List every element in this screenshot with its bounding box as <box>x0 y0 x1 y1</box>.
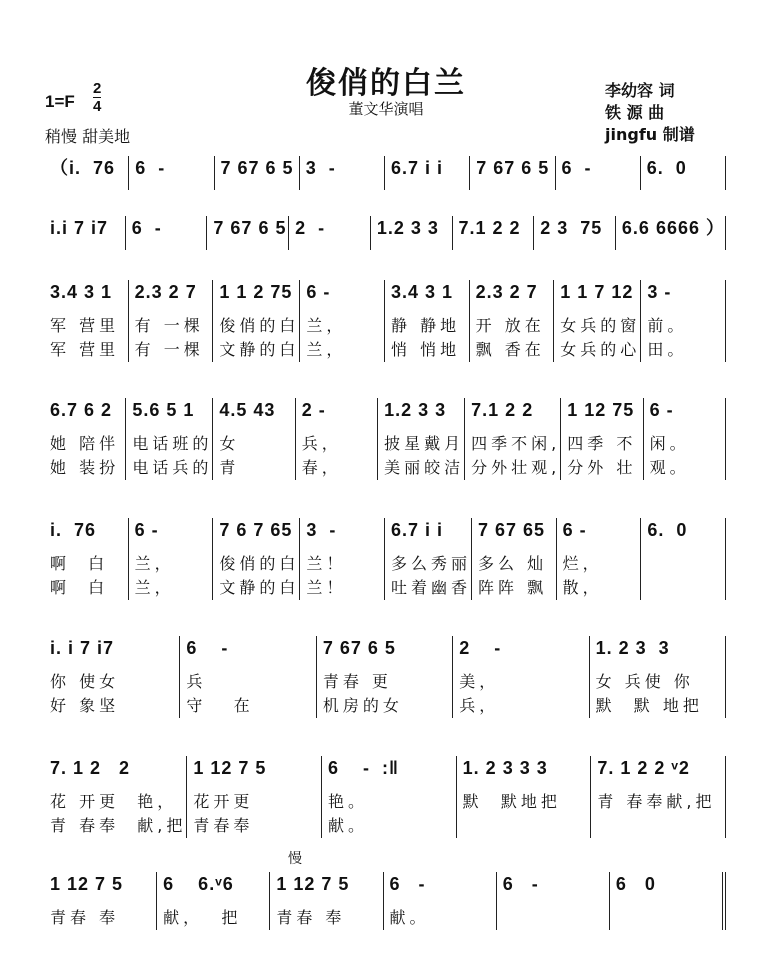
lyric-verse-1: 烂， <box>562 554 603 573</box>
lyric-verse-1: 花开更 <box>193 792 254 811</box>
lyric-verse-2: 田。 <box>647 340 688 359</box>
measure-notes: 6 - <box>186 638 229 658</box>
measure <box>590 636 726 718</box>
measure <box>457 756 592 838</box>
measure <box>317 636 453 718</box>
measure <box>187 756 322 838</box>
measure <box>44 518 129 600</box>
measure-notes: 4.5 43 <box>219 400 276 420</box>
measure-notes: 7 67 6 5 <box>220 158 294 178</box>
measure <box>385 280 470 362</box>
measure <box>556 156 641 190</box>
measure <box>371 216 453 250</box>
measure-notes: 2 - <box>301 400 326 420</box>
lyric-verse-2: 机房的女 <box>322 696 403 715</box>
measure-notes: 6.7 i i <box>391 158 444 178</box>
lyric-verse-1: 美， <box>459 672 500 691</box>
lyric-verse-1: 女 兵使 你 <box>595 672 694 691</box>
measure-notes: 2.3 2 7 <box>134 282 197 302</box>
lyric-verse-1: 女兵的窗 <box>560 316 641 335</box>
measure-notes: 6 0 <box>615 874 656 894</box>
measure-notes: 6 - <box>306 282 331 302</box>
measure-notes: 6 - <box>134 520 159 540</box>
lyric-verse-1: 披星戴月 <box>384 434 465 453</box>
measure <box>213 398 295 480</box>
lyric-verse-1: 四季 不 <box>567 434 637 453</box>
measure <box>561 398 643 480</box>
measure-notes: 3 - <box>305 158 336 178</box>
measure <box>472 518 557 600</box>
score-system <box>44 636 726 718</box>
lyric-verse-1: 兰！ <box>306 554 347 573</box>
song-title: 俊俏的白兰 <box>306 66 466 101</box>
measure <box>641 156 726 190</box>
lyric-verse-2: 守 在 <box>186 696 254 715</box>
lyric-verse-2: 电话兵的 <box>132 458 213 477</box>
measure-notes: 6 - <box>562 520 587 540</box>
lyric-verse-1: 她 陪伴 <box>50 434 120 453</box>
slow-mark: 慢 <box>288 851 302 867</box>
measure-notes: 3.4 3 1 <box>50 282 113 302</box>
measure <box>300 156 385 190</box>
lyric-verse-2: 美丽皎洁 <box>384 458 465 477</box>
measure-notes: 6.6 6666 ） <box>621 218 725 238</box>
measure <box>207 216 289 250</box>
lyric-verse-2: 献。 <box>328 816 369 835</box>
lyric-verse-1: 军 营里 <box>50 316 120 335</box>
measure <box>644 398 726 480</box>
credits <box>605 80 695 146</box>
measure <box>129 518 214 600</box>
lyric-verse-1: 多么 灿 <box>478 554 548 573</box>
key-signature: 1=F <box>45 92 75 111</box>
measure <box>44 872 157 930</box>
measure-notes: 1 12 7 5 <box>193 758 267 778</box>
lyric-verse-2: 默 默 地把 <box>595 696 703 715</box>
measure <box>180 636 316 718</box>
lyric-verse-1: 电话班的 <box>132 434 213 453</box>
measure <box>213 280 300 362</box>
measure-notes: 7. 1 2 2 <box>50 758 131 778</box>
measure-notes: 2 - <box>295 218 326 238</box>
measure <box>126 216 208 250</box>
measure-notes: 6 6.ᵛ6 <box>163 874 234 894</box>
measure <box>289 216 371 250</box>
measure-notes: 3 - <box>306 520 337 540</box>
measure-notes: 1 12 7 5 <box>50 874 124 894</box>
measure <box>616 216 726 250</box>
lyric-verse-2: 飘 香在 <box>475 340 545 359</box>
measure <box>157 872 270 930</box>
measure-notes: i. i 7 i7 <box>50 638 115 658</box>
lyric-verse-1: 青春 更 <box>322 672 392 691</box>
measure-notes: 6 - <box>502 874 539 894</box>
measure-notes: 1 12 7 5 <box>276 874 350 894</box>
lyric-verse-1: 青 春奉献,把 <box>597 792 716 811</box>
measure-notes: 2.3 2 7 <box>475 282 538 302</box>
lyric-verse-1: 静 静地 <box>390 316 461 335</box>
lyric-verse-2: 阵阵 飘 <box>478 578 548 597</box>
score-system <box>44 756 726 838</box>
measure-notes: 2 3 75 <box>540 218 603 238</box>
lyric-verse-1: 献， 把 <box>163 908 242 927</box>
lyric-verse-1: 兵 <box>186 672 207 691</box>
lyric-verse-2: 分外 壮 <box>567 458 637 477</box>
measure <box>44 636 180 718</box>
lyric-verse-1: 青春 奉 <box>50 908 120 927</box>
score-system <box>44 872 726 930</box>
measure <box>497 872 610 930</box>
lyric-verse-2: 青 <box>219 458 240 477</box>
time-signature <box>93 80 101 115</box>
measure-notes: 6 - <box>649 400 674 420</box>
measure <box>296 398 378 480</box>
measure <box>465 398 561 480</box>
lyric-verse-1: 青春 奉 <box>276 908 346 927</box>
measure <box>300 280 385 362</box>
measure <box>554 280 641 362</box>
lyric-verse-2: 兰， <box>306 340 347 359</box>
measure-notes: 1.2 3 3 <box>384 400 447 420</box>
measure-notes: 5.6 5 1 <box>132 400 195 420</box>
measure-notes: 6. 0 <box>646 158 687 178</box>
measure-notes: 6 - <box>135 158 166 178</box>
measure <box>470 280 555 362</box>
lyricist: 李幼容 词 <box>605 81 675 100</box>
measure-notes: 3 - <box>647 282 672 302</box>
lyric-verse-2: 啊 白 <box>50 578 109 597</box>
singer-credit: 董文华演唱 <box>348 100 424 118</box>
lyric-verse-2: 兵， <box>459 696 500 715</box>
lyric-verse-1: 开 放在 <box>475 316 545 335</box>
lyric-verse-2: 文静的白 <box>219 578 300 597</box>
lyric-verse-1: 兰， <box>306 316 347 335</box>
measure-notes: 1. 2 3 3 <box>595 638 670 658</box>
lyric-verse-1: 艳。 <box>328 792 369 811</box>
lyric-verse-1: 俊俏的白 <box>219 554 300 573</box>
score-system <box>44 280 726 362</box>
measure <box>44 280 129 362</box>
measure-notes: 1.2 3 3 <box>376 218 439 238</box>
lyric-verse-1: 你 使女 <box>50 672 120 691</box>
measure-notes: 6. 0 <box>647 520 688 540</box>
lyric-verse-1: 前。 <box>647 316 688 335</box>
lyric-verse-2 <box>463 814 591 838</box>
measure <box>641 280 726 362</box>
measure-notes: 1 12 75 <box>567 400 635 420</box>
measure <box>557 518 642 600</box>
lyric-verse-2: 她 装扮 <box>50 458 120 477</box>
lyric-verse-2: 军 营里 <box>50 340 120 359</box>
measure-notes: 7.1 2 2 <box>458 218 521 238</box>
lyric-verse-1: 默 默地把 <box>462 792 561 811</box>
measure <box>453 216 535 250</box>
measure-notes: 7 67 6 5 <box>213 218 287 238</box>
lyric-verse-1: 兰， <box>134 554 175 573</box>
lyric-verse-1: 有 一棵 <box>134 316 204 335</box>
arranger: jingfu 制谱 <box>605 125 695 144</box>
measure <box>641 518 726 600</box>
lyric-verse-1: 闲。 <box>649 434 690 453</box>
measure <box>322 756 457 838</box>
measure-notes: 6.7 i i <box>390 520 444 540</box>
lyric-verse-2: 文静的白 <box>219 340 300 359</box>
lyric-verse-2: 有 一棵 <box>134 340 204 359</box>
composer: 铁 源 曲 <box>605 103 665 122</box>
lyric-verse-2: 分外壮观, <box>471 458 561 477</box>
measure-notes: 7 67 6 5 <box>322 638 396 658</box>
measure <box>385 156 470 190</box>
measure-notes: 6 - <box>389 874 426 894</box>
measure <box>44 398 126 480</box>
measure <box>44 156 129 190</box>
measure-notes: 6 - :‖ <box>328 758 399 778</box>
measure <box>453 636 589 718</box>
measure <box>44 756 187 838</box>
lyric-verse-2: 悄 悄地 <box>390 340 461 359</box>
measure-notes: i.i 7 i7 <box>50 218 109 238</box>
measure-notes: 7 67 65 <box>478 520 546 540</box>
lyric-verse-2: 吐着幽香 <box>390 578 471 597</box>
measure <box>215 156 300 190</box>
measure-notes: 6 - <box>561 158 592 178</box>
lyric-verse-1: 花 开更 艳， <box>50 792 178 811</box>
score-system <box>44 518 726 600</box>
lyric-verse-2: 青 春奉 献,把 <box>50 816 187 835</box>
lyric-verse-1: 多么秀丽 <box>390 554 471 573</box>
lyric-verse-1: 女 <box>219 434 240 453</box>
measure <box>591 756 726 838</box>
measure-notes: i. 76 <box>50 520 97 540</box>
score-system <box>44 398 726 480</box>
measure-notes: 1 1 2 75 <box>219 282 293 302</box>
lyric-verse-2: 好 象坚 <box>50 696 120 715</box>
lyric-verse-2: 女兵的心 <box>560 340 641 359</box>
lyric-verse-1: 俊俏的白 <box>219 316 300 335</box>
measure-notes: 7. 1 2 2 ᵛ2 <box>597 758 690 778</box>
measure <box>129 280 214 362</box>
lyric-verse-1: 啊 白 <box>50 554 109 573</box>
measure <box>213 518 300 600</box>
lyric-verse-2: 兰， <box>134 578 175 597</box>
measure-notes: 6 - <box>131 218 162 238</box>
meter-numerator: 2 <box>93 80 102 97</box>
tempo-marking: 稍慢 甜美地 <box>45 127 131 146</box>
measure <box>534 216 616 250</box>
meter-denominator: 4 <box>93 98 102 115</box>
lyric-verse-2: 兰！ <box>306 578 347 597</box>
lyric-verse-1: 兵， <box>301 434 342 453</box>
measure <box>384 872 497 930</box>
measure-notes: 7 6 7 65 <box>219 520 293 540</box>
score-system <box>44 156 726 190</box>
measure <box>470 156 555 190</box>
measure <box>126 398 213 480</box>
lyric-verse-2: 散， <box>562 578 603 597</box>
measure <box>378 398 465 480</box>
measure-notes: 6.7 6 2 <box>50 400 113 420</box>
measure <box>44 216 126 250</box>
measure <box>129 156 214 190</box>
lyric-verse-2: 青春奉 <box>193 816 254 835</box>
measure-notes: 3.4 3 1 <box>390 282 454 302</box>
measure-notes: 7 67 6 5 <box>476 158 550 178</box>
measure-notes: （i. 76 <box>50 158 116 178</box>
measure <box>270 872 383 930</box>
measure <box>385 518 472 600</box>
score-system <box>44 216 726 250</box>
lyric-verse-2: 春， <box>301 458 342 477</box>
lyric-verse-1: 四季不闲, <box>471 434 561 453</box>
measure-notes: 2 - <box>459 638 502 658</box>
measure-notes: 1. 2 3 3 3 <box>462 758 548 778</box>
measure-notes: 7.1 2 2 <box>471 400 534 420</box>
measure-notes: 1 1 7 12 <box>560 282 634 302</box>
measure <box>300 518 385 600</box>
measure <box>610 872 726 930</box>
lyric-verse-1: 献。 <box>389 908 430 927</box>
lyric-verse-2: 观。 <box>649 458 690 477</box>
lyric-verse-2 <box>597 814 725 838</box>
